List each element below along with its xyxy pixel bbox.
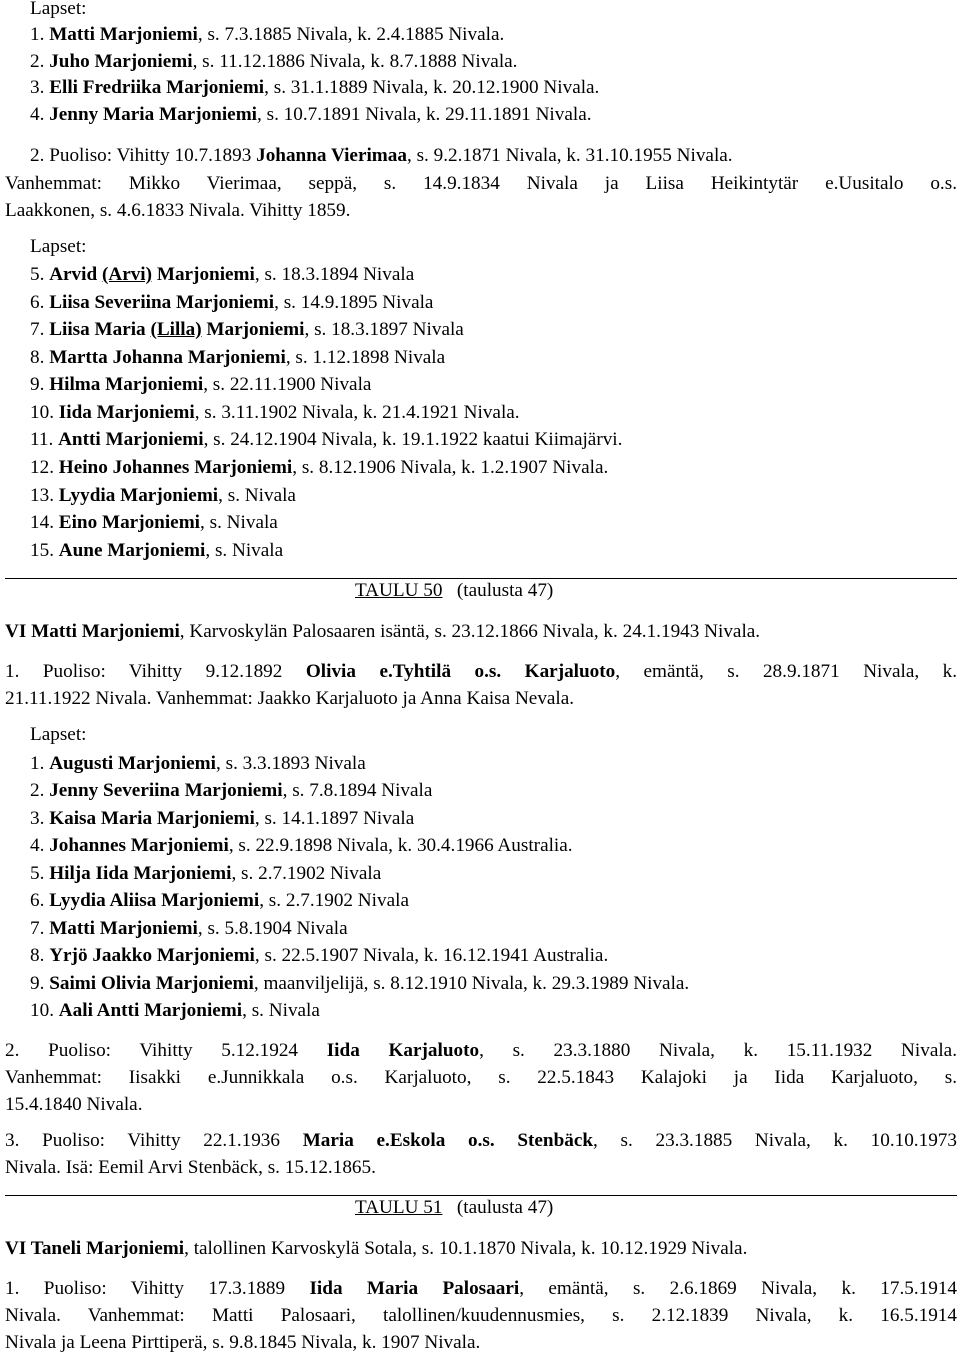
taulu-51-head-person: VI Taneli Marjoniemi, talollinen Karvoskylä Sotala, s. 10.1.1870 Nivala, k. 10.12.1929 Nivala. — [5, 1238, 748, 1259]
taulu-50-spouse-2-line-3: 15.4.1840 Nivala. — [5, 1094, 143, 1115]
taulu-51-heading: TAULU 51 (taulusta 47) — [355, 1197, 554, 1218]
list-item: 2. Jenny Severiina Marjoniemi, s. 7.8.1894 Nivala — [30, 780, 433, 801]
list-item: 9. Saimi Olivia Marjoniemi, maanviljelijä, s. 8.12.1910 Nivala, k. 29.3.1989 Nivala. — [30, 973, 690, 994]
list-item: 11. Antti Marjoniemi, s. 24.12.1904 Nivala, k. 19.1.1922 kaatui Kiimajärvi. — [30, 429, 623, 450]
lapset-label: Lapset: — [30, 236, 87, 257]
list-item: 7. Liisa Maria (Lilla) Marjoniemi, s. 18.3.1897 Nivala — [30, 319, 464, 340]
list-item: 5. Hilja Iida Marjoniemi, s. 2.7.1902 Nivala — [30, 863, 382, 884]
list-item: 13. Lyydia Marjoniemi, s. Nivala — [30, 485, 296, 506]
spouse-2-line-2: Vanhemmat: Mikko Vierimaa, seppä, s. 14.9.1834 Nivala ja Liisa Heikintytär e.Uusitalo o.s. — [5, 173, 957, 194]
taulu-50-spouse-1-line-1: 1. Puoliso: Vihitty 9.12.1892 Olivia e.Tyhtilä o.s. Karjaluoto, emäntä, s. 28.9.1871 Nivala, k. — [5, 661, 958, 682]
list-item: 10. Iida Marjoniemi, s. 3.11.1902 Nivala, k. 21.4.1921 Nivala. — [30, 402, 520, 423]
list-item: 3. Elli Fredriika Marjoniemi, s. 31.1.1889 Nivala, k. 20.12.1900 Nivala. — [30, 77, 600, 98]
list-item: 8. Yrjö Jaakko Marjoniemi, s. 22.5.1907 Nivala, k. 16.12.1941 Australia. — [30, 945, 609, 966]
taulu-50-spouse-3-line-2: Nivala. Isä: Eemil Arvi Stenbäck, s. 15.12.1865. — [5, 1157, 376, 1178]
list-item: 4. Jenny Maria Marjoniemi, s. 10.7.1891 Nivala, k. 29.11.1891 Nivala. — [30, 104, 592, 125]
spouse-2-line-1: 2. Puoliso: Vihitty 10.7.1893 Johanna Vierimaa, s. 9.2.1871 Nivala, k. 31.10.1955 Nivala. — [30, 145, 733, 166]
taulu-51-spouse-1-line-1: 1. Puoliso: Vihitty 17.3.1889 Iida Maria Palosaari, emäntä, s. 2.6.1869 Nivala, k. 17.5.1914 — [5, 1278, 958, 1299]
list-item: 3. Kaisa Maria Marjoniemi, s. 14.1.1897 Nivala — [30, 808, 415, 829]
taulu-51-spouse-1-line-3: Nivala ja Leena Pirttiperä, s. 9.8.1845 Nivala, k. 1907 Nivala. — [5, 1332, 481, 1353]
list-item: 2. Juho Marjoniemi, s. 11.12.1886 Nivala, k. 8.7.1888 Nivala. — [30, 51, 518, 72]
list-item: 9. Hilma Marjoniemi, s. 22.11.1900 Nivala — [30, 374, 372, 395]
list-item: 15. Aune Marjoniemi, s. Nivala — [30, 540, 284, 561]
list-item: 7. Matti Marjoniemi, s. 5.8.1904 Nivala — [30, 918, 348, 939]
lapset-label: Lapset: — [30, 0, 87, 19]
list-item: 8. Martta Johanna Marjoniemi, s. 1.12.1898 Nivala — [30, 347, 446, 368]
list-item: 1. Augusti Marjoniemi, s. 3.3.1893 Nivala — [30, 753, 366, 774]
list-item: 10. Aali Antti Marjoniemi, s. Nivala — [30, 1000, 320, 1021]
list-item: 1. Matti Marjoniemi, s. 7.3.1885 Nivala, k. 2.4.1885 Nivala. — [30, 24, 505, 45]
taulu-50-spouse-1-line-2: 21.11.1922 Nivala. Vanhemmat: Jaakko Karjaluoto ja Anna Kaisa Nevala. — [5, 688, 575, 709]
list-item: 4. Johannes Marjoniemi, s. 22.9.1898 Nivala, k. 30.4.1966 Australia. — [30, 835, 573, 856]
list-item: 6. Lyydia Aliisa Marjoniemi, s. 2.7.1902 Nivala — [30, 890, 409, 911]
list-item: 14. Eino Marjoniemi, s. Nivala — [30, 512, 278, 533]
taulu-51-spouse-1-line-2: Nivala. Vanhemmat: Matti Palosaari, talollinen/kuudennusmies, s. 2.12.1839 Nivala, k. 16.5.1914 — [5, 1305, 957, 1326]
spouse-2-line-3: Laakkonen, s. 4.6.1833 Nivala. Vihitty 1859. — [5, 200, 351, 221]
taulu-50-heading: TAULU 50 (taulusta 47) — [355, 580, 554, 601]
taulu-50-spouse-2-line-1: 2. Puoliso: Vihitty 5.12.1924 Iida Karjaluoto, s. 23.3.1880 Nivala, k. 15.11.1932 Nivala. — [5, 1040, 957, 1061]
taulu-50-head-person: VI Matti Marjoniemi, Karvoskylän Palosaaren isäntä, s. 23.12.1866 Nivala, k. 24.1.1943 Nivala. — [5, 621, 761, 642]
taulu-50-spouse-2-line-2: Vanhemmat: Iisakki e.Junnikkala o.s. Karjaluoto, s. 22.5.1843 Kalajoki ja Iida Karjaluoto, s. — [5, 1067, 957, 1088]
lapset-label: Lapset: — [30, 724, 87, 745]
list-item: 6. Liisa Severiina Marjoniemi, s. 14.9.1895 Nivala — [30, 292, 434, 313]
list-item: 5. Arvid (Arvi) Marjoniemi, s. 18.3.1894 Nivala — [30, 264, 415, 285]
taulu-50-spouse-3-line-1: 3. Puoliso: Vihitty 22.1.1936 Maria e.Eskola o.s. Stenbäck, s. 23.3.1885 Nivala, k. 10.10.1973 — [5, 1130, 957, 1151]
list-item: 12. Heino Johannes Marjoniemi, s. 8.12.1906 Nivala, k. 1.2.1907 Nivala. — [30, 457, 609, 478]
